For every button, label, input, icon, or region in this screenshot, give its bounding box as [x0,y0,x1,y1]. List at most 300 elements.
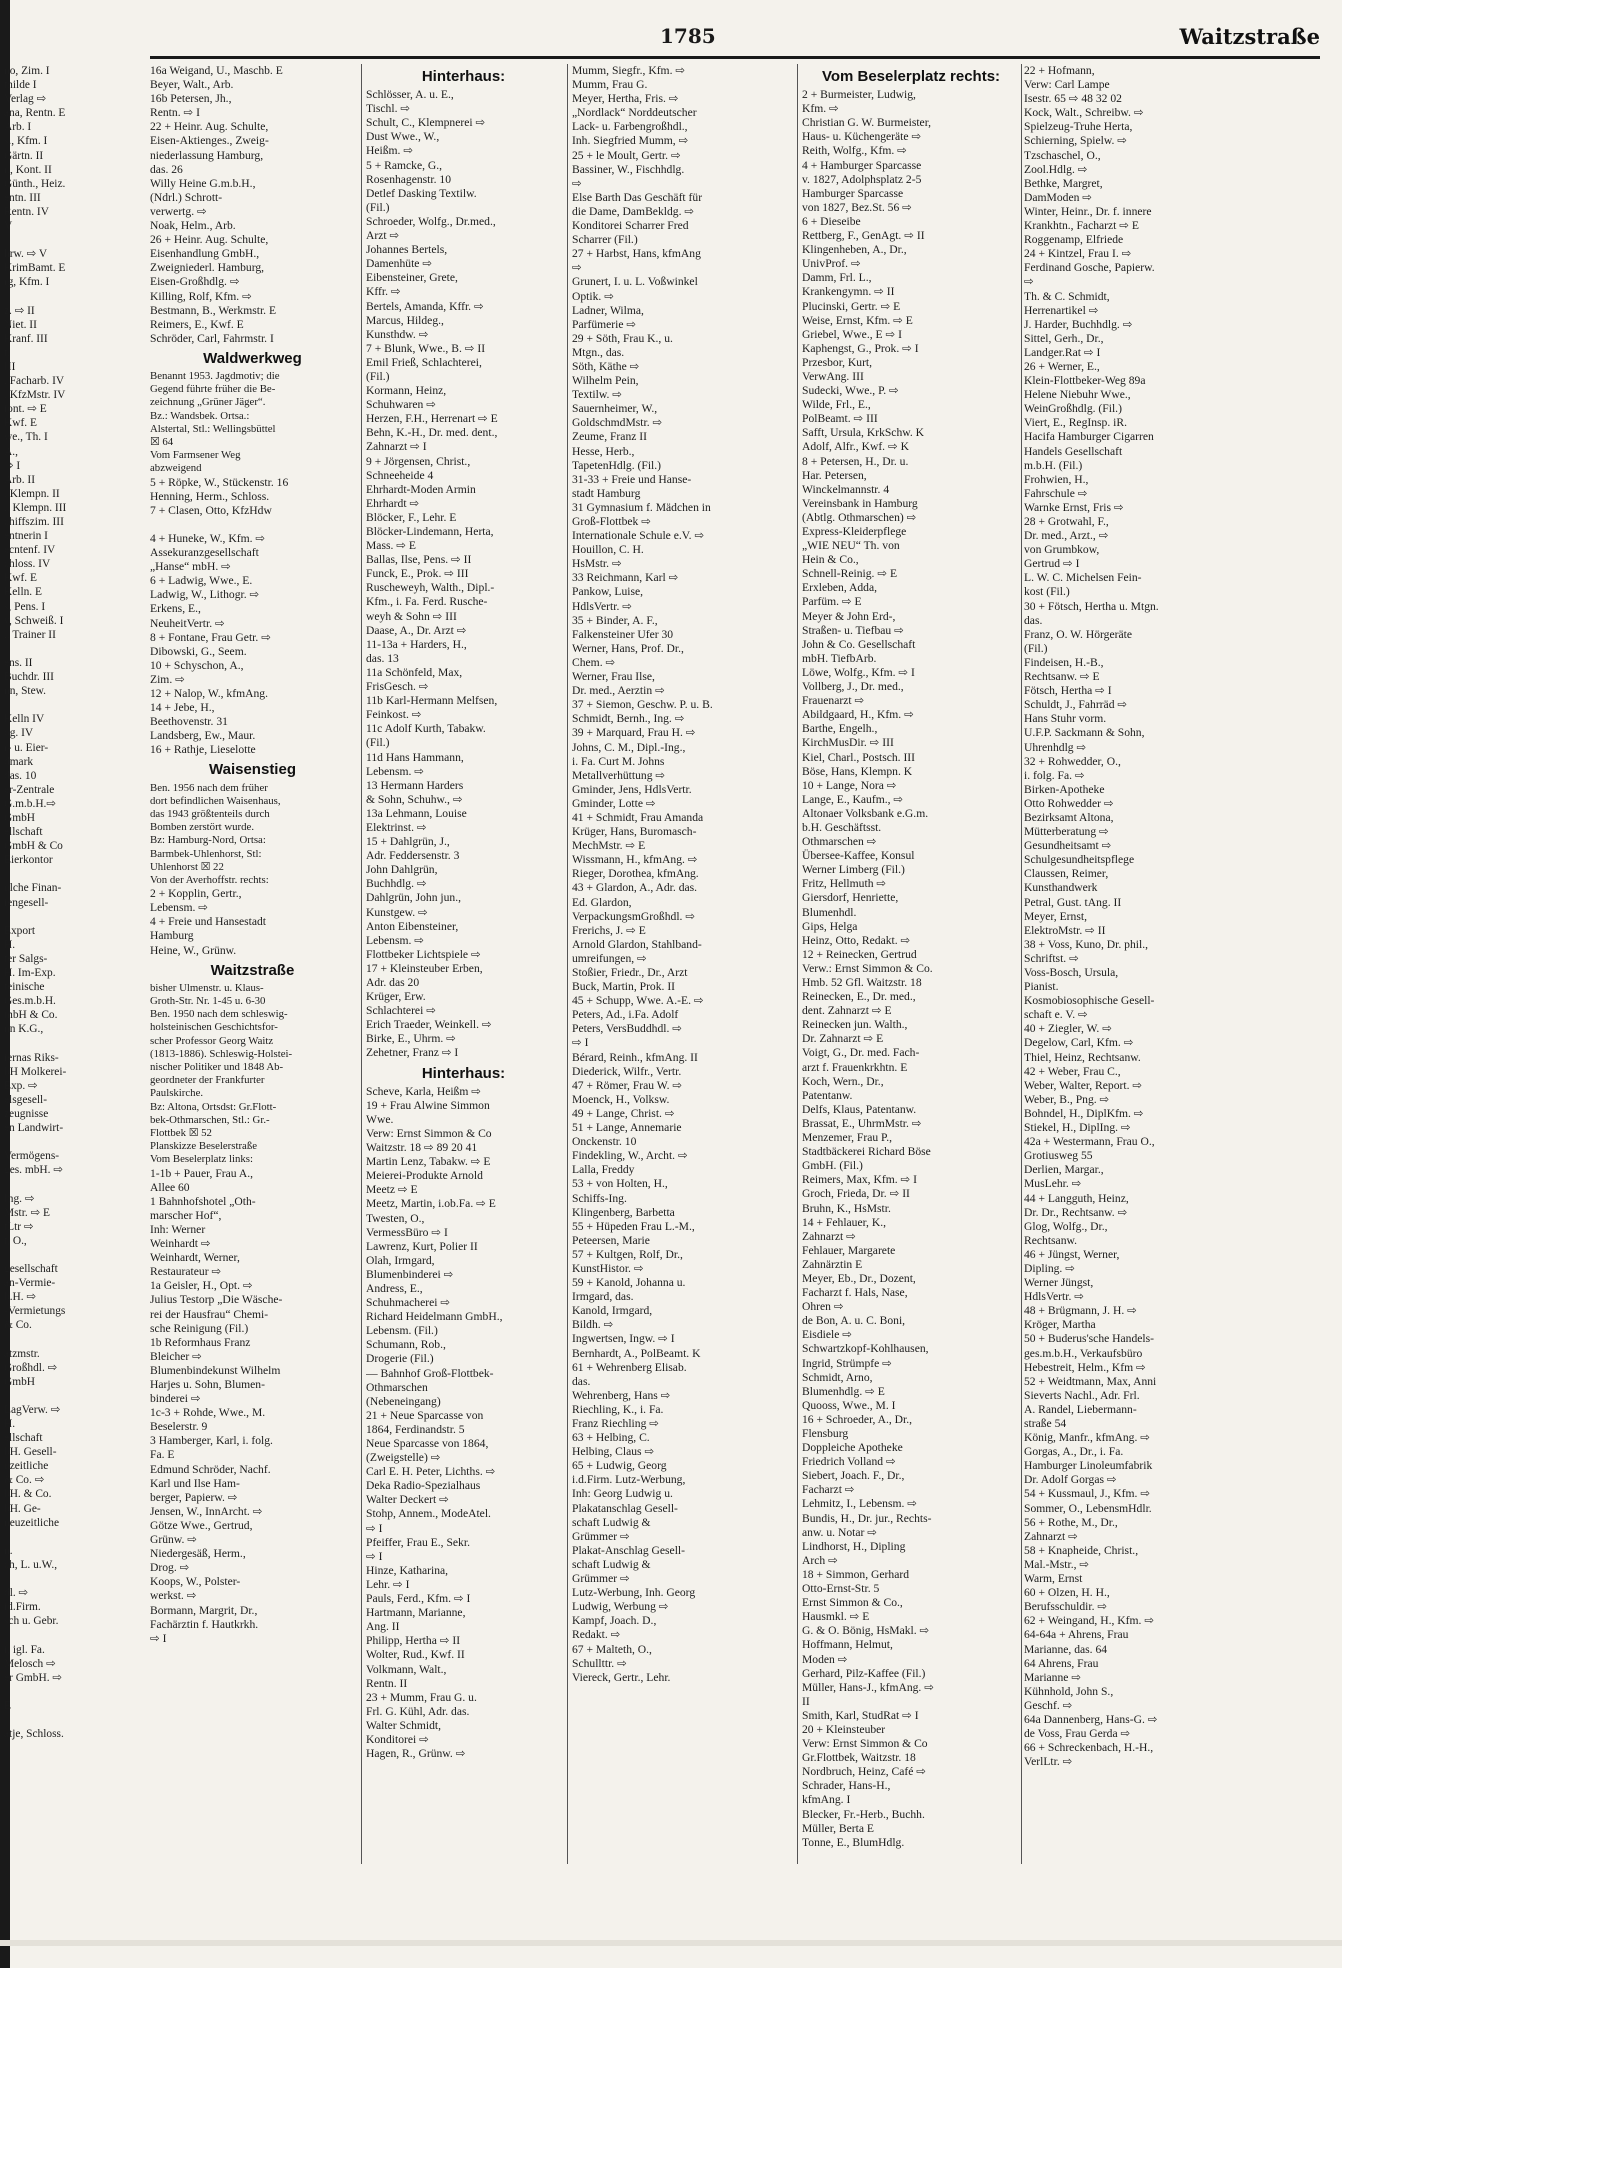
directory-entry: 2 + Kopplin, Gertr., [150,887,242,901]
directory-entry: Herrenartikel ⇨ [1024,303,1099,317]
directory-entry: Smith, Karl, StudRat ⇨ I [802,1708,919,1722]
directory-entry: Restaurateur ⇨ [150,1265,222,1279]
directory-entry: Krankhtn., Facharzt ⇨ E [1024,219,1139,233]
directory-entry: Sudecki, Wwe., P. ⇨ [802,384,899,398]
directory-entry: Ladwig, W., Lithogr. ⇨ [150,588,260,602]
directory-entry: John Dahlgrün, [366,863,438,877]
directory-entry: Schwartzkopf-Kohlhausen, [802,1342,929,1356]
directory-entry: Ferdinand Gosche, Papierw. [1024,261,1155,275]
directory-entry: Arnold Glardon, Stahlband- [572,937,702,951]
directory-entry: Ernst Simmon & Co., [802,1596,903,1610]
directory-entry: A. Randel, Liebermann- [1024,1402,1137,1416]
directory-entry: Bertels, Amanda, Kffr. ⇨ [366,299,484,313]
directory-entry: 5 + Röpke, W., Stückenstr. 16 [150,475,289,489]
directory-entry: DamModen ⇨ [1024,190,1092,204]
directory-entry: bH Molkerei- [4,1065,67,1078]
directory-entry: Zeume, Franz II [572,430,648,444]
directory-entry: Tonne, E., BlumHdlg. [802,1835,905,1849]
street-note: Vom Farmsener Weg [150,449,241,462]
directory-entry: Killing, Rolf, Kfm. ⇨ [150,289,252,303]
directory-entry: Metallverhüttung ⇨ [572,768,666,782]
directory-entry: Konditorei ⇨ [366,1732,429,1746]
directory-entry: Frl. G. Kühl, Adr. das. [366,1704,470,1718]
directory-entry: 62 + Weingand, H., Kfm. ⇨ [1024,1614,1155,1628]
directory-entry: Kwf. E [4,417,37,430]
directory-entry: 22 + Heinr. Aug. Schulte, [150,120,269,134]
directory-entry: „WIE NEU“ Th. von [802,539,900,553]
directory-entry: Riechling, K., i. Fa. [572,1402,664,1416]
directory-entry: Onckenstr. 10 [572,1135,637,1149]
directory-entry: Reith, Wolfg., Kfm. ⇨ [802,144,907,158]
directory-entry: Kwf. E [4,572,37,585]
directory-entry: 12 + Nalop, W., kfmAng. [150,687,268,700]
directory-entry: nn, Stew. [4,685,46,698]
directory-entry: Wwe. [366,1112,394,1126]
directory-entry: Ruscheweyh, Walth., Dipl.- [366,581,495,595]
directory-entry [4,867,142,881]
directory-entry: Schmidt, Bernh., Ing. ⇨ [572,712,685,726]
directory-entry: Grümmer ⇨ [572,1529,630,1543]
directory-entry: 44 + Langguth, Heinz, [1024,1191,1129,1205]
directory-entry: 9 + Jörgensen, Christ., [366,454,471,468]
directory-entry: Otto Rohwedder ⇨ [1024,796,1114,810]
directory-entry: Meetz ⇨ E [366,1183,418,1197]
directory-entry: TapetenHdlg. (Fil.) [572,458,662,472]
directory-entry: WeinGroßhdlg. (Fil.) [1024,402,1122,416]
directory-entry: Uhrenhdlg ⇨ [1024,740,1087,754]
directory-entry: umreifungen, ⇨ [572,951,647,965]
directory-entry: & Co. ⇨ [4,1474,45,1487]
directory-entry: Bleicher ⇨ [150,1349,202,1363]
directory-entry: König, Manfr., kfmAng. ⇨ [1024,1431,1150,1445]
directory-entry: de Bon, A. u. C. Boni, [802,1314,906,1328]
street-note: ☒ 64 [150,435,174,448]
directory-entry: 49 + Lange, Christ. ⇨ [572,1106,675,1120]
directory-entry: Blumenhdlg. ⇨ E [802,1384,885,1398]
directory-entry: Marcus, Hildeg., [366,313,444,327]
header-rule [150,56,1320,59]
directory-entry: Tischl. ⇨ [366,102,411,116]
directory-entry: rei der Hausfrau“ Chemi- [150,1307,269,1321]
directory-entry: 7 + Blunk, Wwe., B. ⇨ II [366,341,486,355]
directory-entry: Carl E. H. Peter, Lichths. ⇨ [366,1465,496,1479]
directory-entry: Birke, E., Uhrm. ⇨ [366,1032,456,1046]
directory-entry: Safft, Ursula, KrkSchw. K [802,426,925,440]
directory-entry: ges. mbH. ⇨ [4,1164,63,1177]
directory-entry: „Hanse“ mbH. ⇨ [150,560,231,574]
page-bottom-edge [0,1940,1342,1946]
directory-entry: Lawrenz, Kurt, Polier II [366,1239,478,1253]
directory-entry: r., Kont. II [4,163,52,176]
directory-entry: ch, L. u.W., [4,1558,58,1571]
directory-entry: t. [4,346,11,359]
directory-entry: 20 + Kleinsteuber [802,1722,886,1736]
directory-entry: Zim. ⇨ [150,672,185,686]
directory-entry: Chem. ⇨ [572,655,616,669]
directory-entry: Scharrer (Fil.) [572,233,638,247]
directory-entry: 7 + Clasen, Otto, KfzHdw [150,503,272,517]
directory-entry: niederlassung Hamburg, [150,148,264,162]
directory-column-3 [572,64,792,1934]
directory-entry: Heine, W., Grünw. [150,943,237,957]
directory-entry: Textilw. ⇨ [572,388,623,402]
directory-entry: y, Schweiß. I [4,614,64,627]
directory-entry: 29 + Söth, Frau K., u. [572,331,673,345]
directory-entry: Kunsthdw. ⇨ [366,327,429,341]
directory-entry: Arb. II [4,473,35,486]
directory-entry: KrimBamt. E [4,262,66,275]
directory-entry: Hein & Co., [802,553,859,567]
directory-entry: 4 + Huneke, W., Kfm. ⇨ [150,531,266,545]
directory-entry: Marianne ⇨ [1024,1670,1082,1684]
directory-entry: Fehlauer, Margarete [802,1243,896,1257]
directory-entry: mbH. TiefbArb. [802,651,877,665]
directory-entry: Petral, Gust. tAng. II [1024,895,1122,909]
directory-entry: b.H. Geschäftsst. [802,820,882,834]
directory-entry: Heißm. ⇨ [366,144,414,158]
directory-entry: Beethovenstr. 31 [150,715,228,729]
directory-entry: Hamburger Linoleumfabrik [1024,1459,1153,1473]
directory-entry: Deka Radio-Spezialhaus [366,1479,481,1493]
directory-entry: Richard Heidelmann GmbH., [366,1310,503,1324]
directory-entry: 35 + Binder, A. F., [572,613,658,627]
directory-entry: og. IV [4,727,34,740]
directory-entry: r- u. Eier- [4,741,49,754]
directory-entry: Ang. II [366,1620,400,1634]
directory-entry: Lange, E., Kaufm., ⇨ [802,792,904,806]
directory-entry: 13a Lehmann, Louise [366,806,467,820]
directory-entry [4,1389,142,1403]
directory-entry: entnerin I [4,530,48,543]
directory-entry: Walter Deckert ⇨ [366,1493,449,1507]
directory-entry: Bildh. ⇨ [572,1318,614,1332]
directory-entry: Gorgas, A., Dr., i. Fa. [1024,1445,1124,1459]
directory-entry: Roggenamp, Elfriede [1024,233,1124,247]
directory-entry: Zehetner, Franz ⇨ I [366,1046,459,1060]
directory-entry: kost (Fil.) [1024,585,1070,599]
directory-entry: Eierkontor [4,854,53,867]
directory-entry: Fahrschule ⇨ [1024,486,1088,500]
directory-entry: Schulgesundheitspflege [1024,853,1135,867]
directory-entry: Zool.Hdlg. ⇨ [1024,162,1088,176]
directory-entry: Hmb. 52 Gfl. Waitzstr. 18 [802,976,922,989]
directory-entry: Nordbruch, Heinz, Café ⇨ [802,1765,926,1779]
directory-entry: Julius Testorp „Die Wäsche- [150,1293,283,1307]
street-note: Von der Averhoffstr. rechts: [150,873,269,886]
directory-entry: KirchMusDir. ⇨ III [802,736,894,750]
directory-entry: Hebestreit, Helm., Kfm ⇨ [1024,1360,1146,1374]
directory-entry: Straßen- u. Tiefbau ⇨ [802,623,904,637]
directory-entry: iont. ⇨ E [4,403,47,416]
directory-entry: Lalla, Freddy [572,1163,635,1177]
directory-entry: Dibowski, G., Seem. [150,644,247,658]
directory-entry: Verw: Carl Lampe [1024,78,1110,92]
directory-entry: Hinze, Katharina, [366,1563,449,1577]
directory-entry: Wilde, Frl., E., [802,398,871,412]
directory-entry: 63 + Helbing, C. [572,1431,650,1445]
directory-entry: Rentn. IV [4,205,49,218]
directory-entry: Lebensm. ⇨ [366,764,425,778]
directory-entry: (Fil.) [366,369,390,383]
directory-entry: 55 + Hüpeden Frau L.-M., [572,1219,695,1233]
directory-entry: Houillon, C. H. [572,543,644,557]
directory-entry: Har. Petersen, [802,468,867,482]
directory-entry: Johannes Bertels, [366,243,448,257]
directory-entry: Zahnarzt ⇨ [802,1229,856,1243]
directory-entry: 15 + Dahlgrün, J., [366,835,450,849]
directory-entry: uzeitliche [4,1460,49,1473]
directory-entry: sche Reinigung (Fil.) [150,1321,249,1335]
directory-entry: Kampf, Joach. D., [572,1614,657,1628]
directory-entry: Derlien, Margar., [1024,1163,1104,1177]
directory-entry: Olah, Irmgard, [366,1253,435,1267]
directory-entry: Otto-Ernst-Str. 5 [802,1582,880,1596]
directory-entry: ⇨ [572,176,582,190]
directory-entry: Jensen, W., InnArcht. ⇨ [150,1504,263,1518]
directory-entry: verwertg. ⇨ [150,204,207,218]
directory-entry: marscher Hof“, [150,1208,222,1222]
directory-entry: 14 + Fehlauer, K., [802,1215,886,1229]
directory-entry: GmbH. (Fil.) [802,1159,863,1173]
directory-entry: Ballas, Ilse, Pens. ⇨ II [366,553,472,567]
directory-column-1 [150,64,355,1934]
directory-entry: Lack- u. Farbengroßhdl., [572,120,688,134]
directory-entry: Kranf. III [4,332,48,345]
directory-entry: mbH & Co. [4,1009,58,1022]
directory-entry: Schuldt, J., Fahrräd ⇨ [1024,698,1128,712]
directory-entry: dent. Zahnarzt ⇨ E [802,1004,892,1018]
directory-entry: Wehrenberg, Hans ⇨ [572,1388,671,1402]
left-margin-column [4,64,142,1934]
directory-entry: ⇨ I [4,459,21,472]
directory-entry: Werner Jüngst, [1024,1276,1094,1290]
directory-entry: Hagen, R., Grünw. ⇨ [366,1747,466,1761]
directory-entry: Dr. Dr., Rechtsanw. ⇨ [1024,1205,1128,1219]
directory-entry: Internationale Schule e.V. ⇨ [572,529,705,543]
directory-entry: & Co. [4,1319,32,1332]
directory-entry: ⇨ I [572,1036,589,1050]
directory-entry: Löwe, Wolfg., Kfm. ⇨ I [802,665,915,679]
directory-entry: Christian G. W. Burmeister, [802,116,931,130]
directory-entry: Viereck, Gertr., Lehr. [572,1670,671,1684]
directory-entry: 4 + Freie und Hansestadt [150,915,267,929]
street-note: holsteinischen Geschichtsfor- [150,1021,278,1034]
directory-entry: Daase, A., Dr. Arzt ⇨ [366,623,467,637]
directory-entry: 8 + Fontane, Frau Getr. ⇨ [150,630,271,644]
directory-entry: Bestmann, B., Werkmstr. E [150,303,277,317]
directory-entry: Krüger, Hans, Buromasch- [572,825,697,839]
directory-entry: thilde I [4,79,37,92]
directory-entry: Inh. Siegfried Mumm, ⇨ [572,134,689,148]
directory-entry: 45 + Schupp, Wwe. A.-E. ⇨ [572,994,704,1008]
directory-entry: Erich Traeder, Weinkell. ⇨ [366,1018,492,1032]
directory-entry: Klingenberg, Barbetta [572,1205,675,1219]
street-note: Bz: Hamburg-Nord, Ortsa: [150,834,266,847]
directory-entry: Wolter, Rud., Kwf. II [366,1648,465,1662]
street-note: Bomben zerstört wurde. [150,821,255,834]
directory-entry: 19 + Frau Alwine Simmon [366,1098,490,1112]
directory-entry: i. Fa. Curt M. Johns [572,754,665,768]
directory-entry: Melosch ⇨ [4,1657,56,1670]
directory-entry: 22 + Hofmann, [1024,64,1095,77]
directory-entry: Pfeiffer, Frau E., Sekr. [366,1535,470,1549]
directory-entry: Zahnarzt ⇨ I [366,440,427,454]
directory-entry: Karl und Ilse Ham- [150,1476,240,1490]
directory-entry: 31 Gymnasium f. Mädchen in [572,500,711,514]
directory-entry: bH. & Co. [4,1488,52,1501]
directory-entry: 23 + Mumm, Frau G. u. [366,1690,477,1704]
directory-entry: Zweigniederl. Hamburg, [150,261,265,275]
directory-entry: Meyer, Ernst, [1024,909,1087,923]
directory-entry [4,1572,142,1586]
directory-entry: Dust Wwe., W., [366,130,440,144]
directory-entry: Drog. ⇨ [150,1561,190,1575]
directory-entry: 30 + Fötsch, Hertha u. Mtgn. [1024,599,1159,613]
directory-entry: Peters, Ad., i.Fa. Adolf [572,1008,679,1022]
directory-entry: Hamburg [150,929,194,943]
directory-entry: Friedrich Volland ⇨ [802,1455,896,1469]
directory-entry: Blumenbinderei ⇨ [366,1267,454,1281]
directory-entry: Frohwien, H., [1024,472,1089,486]
directory-entry: Ing. ⇨ [4,1192,35,1205]
directory-entry: Tzschaschel, O., [1024,148,1101,162]
directory-entry: Bruhn, K., HsMstr. [802,1201,891,1215]
directory-entry: ges.m.b.H., Verkaufsbüro [1024,1346,1143,1360]
directory-entry: A., [4,445,18,458]
directory-entry: Übersee-Kaffee, Konsul [802,849,915,863]
directory-entry: Weber, B., Png. ⇨ [1024,1092,1110,1106]
directory-entry: Werner, Hans, Prof. Dr., [572,641,684,655]
directory-entry: v. 1827, Adolphsplatz 2-5 [802,172,922,186]
directory-entry: G.m.b.H.⇨ [4,797,56,810]
directory-entry: Warnke Ernst, Fris ⇨ [1024,500,1124,514]
directory-entry: 12 + Reinecken, Gertrud [802,947,917,961]
directory-entry: 16 + Schroeder, A., Dr., [802,1412,913,1426]
directory-entry: Zahnarzt ⇨ [1024,1529,1078,1543]
directory-entry: Lebensm. ⇨ [150,901,209,915]
street-note: Ben. 1950 nach dem schleswig- [150,1008,288,1021]
directory-entry: Export [4,924,36,937]
directory-entry: Gminder, Lotte ⇨ [572,796,656,810]
directory-entry: Voigt, G., Dr. med. Fach- [802,1046,920,1060]
directory-entry: Kanold, Irmgard, [572,1304,653,1318]
directory-entry: Wissmann, H., kfmAng. ⇨ [572,853,698,867]
directory-entry: Schneeheide 4 [366,468,434,482]
directory-entry: Koch, Wern., Dr., [802,1074,884,1088]
directory-entry [4,698,142,712]
directory-entry: Schumann, Rob., [366,1338,446,1352]
directory-entry: Emil Frieß, Schlachterei, [366,355,482,369]
directory-entry [4,1036,142,1050]
directory-entry: VerwAng. III [802,369,864,383]
street-note: Flottbek ☒ 52 [150,1126,212,1139]
directory-entry: 37 + Siemon, Geschw. P. u. B. [572,698,713,712]
directory-entry: schaft Ludwig & [572,1515,651,1529]
directory-entry: Kunsthandwerk [1024,881,1098,895]
directory-entry: Giersdorf, Henriette, [802,891,899,905]
street-note: Ben. 1956 nach dem früher [150,781,268,794]
directory-entry: i, igl. Fa. [4,1643,45,1656]
directory-entry: id.Firm. [4,1601,41,1614]
street-note: geordneter der Frankfurter [150,1074,265,1087]
directory-entry: VerpackungsmGroßhdl. ⇨ [572,909,696,923]
directory-entry: Konditorei Scharrer Fred [572,219,689,233]
directory-entry: Hamburger Sparcasse [802,186,904,200]
directory-entry: ., Trainer II [4,628,56,641]
street-note: Benannt 1953. Jagdmotiv; die [150,369,280,382]
directory-entry: Bezirksamt Altona, [1024,810,1114,824]
directory-entry: Heinz, Otto, Redakt. ⇨ [802,933,911,947]
directory-entry: Schuhmacherei ⇨ [366,1296,451,1310]
page-header [150,18,1340,58]
directory-entry: Gertrud ⇨ I [1024,557,1080,571]
directory-entry: Kfm. ⇨ [802,102,839,116]
directory-entry: kfmAng. I [802,1793,851,1807]
directory-entry: Findekling, W., Archt. ⇨ [572,1149,688,1163]
street-note: Bz: Altona, Ortsdst: Gr.Flott- [150,1100,277,1113]
directory-entry: Fritz, Hellmuth ⇨ [802,877,887,891]
directory-entry: Ludwig, Werbung ⇨ [572,1600,669,1614]
directory-entry: Kormann, Heinz, [366,384,447,398]
directory-entry: Sauernheimer, W., [572,402,658,416]
directory-entry: Noak, Helm., Arb. [150,219,236,233]
directory-entry: dl. ⇨ [4,1587,29,1600]
directory-entry: 11a Schönfeld, Max, [366,665,463,679]
directory-entry: 6 + Dieseibe [802,214,861,228]
directory-entry: das. [1024,613,1043,627]
directory-entry: Plakat-Anschlag Gesell- [572,1543,686,1557]
directory-entry: Lebensm. (Fil.) [366,1324,438,1338]
street-note: Gegend führte früher die Be- [150,383,276,396]
directory-entry: Waitzstr. 18 ⇨ 89 20 41 [366,1141,478,1155]
directory-entry: s., Kfm. I [4,135,48,148]
directory-entry: de Voss, Frau Gerda ⇨ [1024,1727,1131,1741]
directory-entry: Grümmer ⇨ [572,1572,630,1586]
directory-entry: iengesell- [4,896,49,909]
directory-entry: das. 26 [150,162,183,176]
directory-entry: 10 + Lange, Nora ⇨ [802,778,897,792]
directory-entry: Isestr. 65 ⇨ 48 32 02 [1024,92,1122,106]
directory-entry: Stadtbäckerei Richard Böse [802,1145,931,1159]
directory-entry: Arzt ⇨ [366,229,400,243]
directory-entry: Meyer & John Erd-, [802,609,896,623]
directory-entry: Klingenheben, A., Dr., [802,243,907,257]
directory-entry: Kunstgew. ⇨ [366,905,428,919]
directory-entry: Schroeder, Wolfg., Dr.med., [366,214,496,228]
directory-entry: ter Salgs- [4,952,48,965]
directory-entry: Moenck, H., Volksw. [572,1092,670,1106]
directory-entry: Express-Kleiderpflege [802,525,907,538]
directory-entry: Claussen, Reimer, [1024,867,1109,881]
directory-entry: FrisGesch. ⇨ [366,680,429,694]
directory-entry: Mstr. ⇨ E [4,1206,50,1219]
directory-entry: Gesundheitsamt ⇨ [1024,839,1112,853]
directory-entry [4,1713,142,1727]
directory-entry: Meyer, Eb., Dr., Dozent, [802,1271,916,1285]
directory-entry: Rosenhagenstr. 10 [366,172,452,186]
directory-entry: Wilhelm Pein, [572,374,639,388]
directory-entry: Behn, K.-H., Dr. med. dent., [366,426,498,440]
directory-entry: teinische [4,981,45,994]
directory-entry: i. folg. Fa. ⇨ [1024,768,1085,782]
directory-entry: Eisen-Aktienges., Zweig- [150,134,269,148]
directory-entry: Philipp, Hertha ⇨ II [366,1634,461,1648]
directory-entry: Fachärztin f. Hautkrkh. [150,1617,259,1631]
directory-entry: bH. Ge- [4,1502,41,1515]
directory-entry: das. 13 [366,651,399,665]
directory-entry: Rechtsanw. [1024,1233,1078,1247]
directory-entry: Ladner, Wilma, [572,303,644,317]
